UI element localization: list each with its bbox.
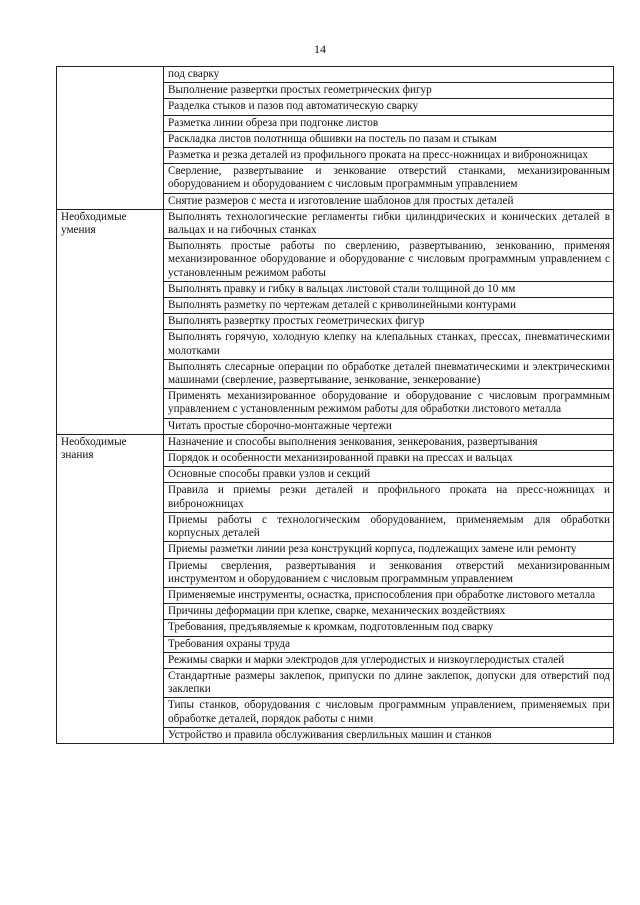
section-item: Применять механизированное оборудование и оборудование с числовым программным управлением с установленным режимом работы для обработки листового металла	[164, 389, 614, 418]
section-item: Порядок и особенности механизированной правки на прессах и вальцах	[164, 451, 614, 467]
section-item: под сварку	[164, 67, 614, 83]
section-item: Типы станков, оборудования с числовым программным управлением, применяемых при обработке деталей, порядок работы с ними	[164, 698, 614, 727]
section-item: Режимы сварки и марки электродов для углеродистых и низкоуглеродистых сталей	[164, 652, 614, 668]
section-item: Читать простые сборочно-монтажные чертежи	[164, 418, 614, 434]
section-title	[57, 67, 164, 210]
section-item: Раскладка листов полотнища обшивки на постель по пазам и стыкам	[164, 131, 614, 147]
section-item: Выполнять горячую, холодную клепку на клепальных станках, прессах, пневматическими молотками	[164, 330, 614, 359]
section-item: Выполнять слесарные операции по обработке деталей пневматическими и электрическими машинами (сверление, развертывание, зенкование, зенкерование)	[164, 359, 614, 388]
section-item: Выполнять правку и гибку в вальцах листовой стали толщиной до 10 мм	[164, 281, 614, 297]
section-item: Применяемые инструменты, оснастка, приспособления при обработке листового металла	[164, 587, 614, 603]
section-item: Выполнять разметку по чертежам деталей с криволинейными контурами	[164, 298, 614, 314]
table-row	[57, 67, 614, 83]
section-item: Выполнение развертки простых геометрических фигур	[164, 83, 614, 99]
section-item: Разметка линии обреза при подгонке листов	[164, 115, 614, 131]
section-item: Разметка и резка деталей из профильного проката на пресс-ножницах и виброножницах	[164, 148, 614, 164]
section-item: Приемы сверления, развертывания и зенкования отверстий механизированным инструментом и оборудованием с числовым программным управлением	[164, 558, 614, 587]
section-item: Основные способы правки узлов и секций	[164, 467, 614, 483]
section-item: Приемы разметки линии реза конструкций корпуса, подлежащих замене или ремонту	[164, 542, 614, 558]
section-item: Назначение и способы выполнения зенкования, зенкерования, развертывания	[164, 434, 614, 450]
requirements-table	[56, 66, 614, 744]
section-item: Сверление, развертывание и зенкование отверстий станками, механизированным оборудованием и оборудованием с числовым программным управлением	[164, 164, 614, 193]
section-item: Причины деформации при клепке, сварке, механических воздействиях	[164, 604, 614, 620]
table-row	[57, 434, 614, 450]
section-item: Устройство и правила обслуживания сверлильных машин и станков	[164, 727, 614, 743]
table-row	[57, 209, 614, 238]
section-item: Выполнять простые работы по сверлению, развертыванию, зенкованию, применяя механизированное оборудование и оборудование с числовым программным управлением с установленным режимом работы	[164, 239, 614, 282]
section-item: Разделка стыков и пазов под автоматическую сварку	[164, 99, 614, 115]
section-title: Необходимые знания	[57, 434, 164, 743]
section-item: Выполнять технологические регламенты гибки цилиндрических и конических деталей в вальцах и на гибочных станках	[164, 209, 614, 238]
section-item: Правила и приемы резки деталей и профильного проката на пресс-ножницах и виброножницах	[164, 483, 614, 512]
section-item: Требования, предъявляемые к кромкам, подготовленным под сварку	[164, 620, 614, 636]
section-item: Выполнять развертку простых геометрических фигур	[164, 314, 614, 330]
section-item: Приемы работы с технологическим оборудованием, применяемым для обработки корпусных деталей	[164, 512, 614, 541]
page-number: 14	[314, 42, 326, 56]
section-item: Снятие размеров с места и изготовление шаблонов для простых деталей	[164, 193, 614, 209]
section-item: Стандартные размеры заклепок, припуски по длине заклепок, допуски для отверстий под заклепки	[164, 668, 614, 697]
section-item: Требования охраны труда	[164, 636, 614, 652]
section-title: Необходимые умения	[57, 209, 164, 434]
